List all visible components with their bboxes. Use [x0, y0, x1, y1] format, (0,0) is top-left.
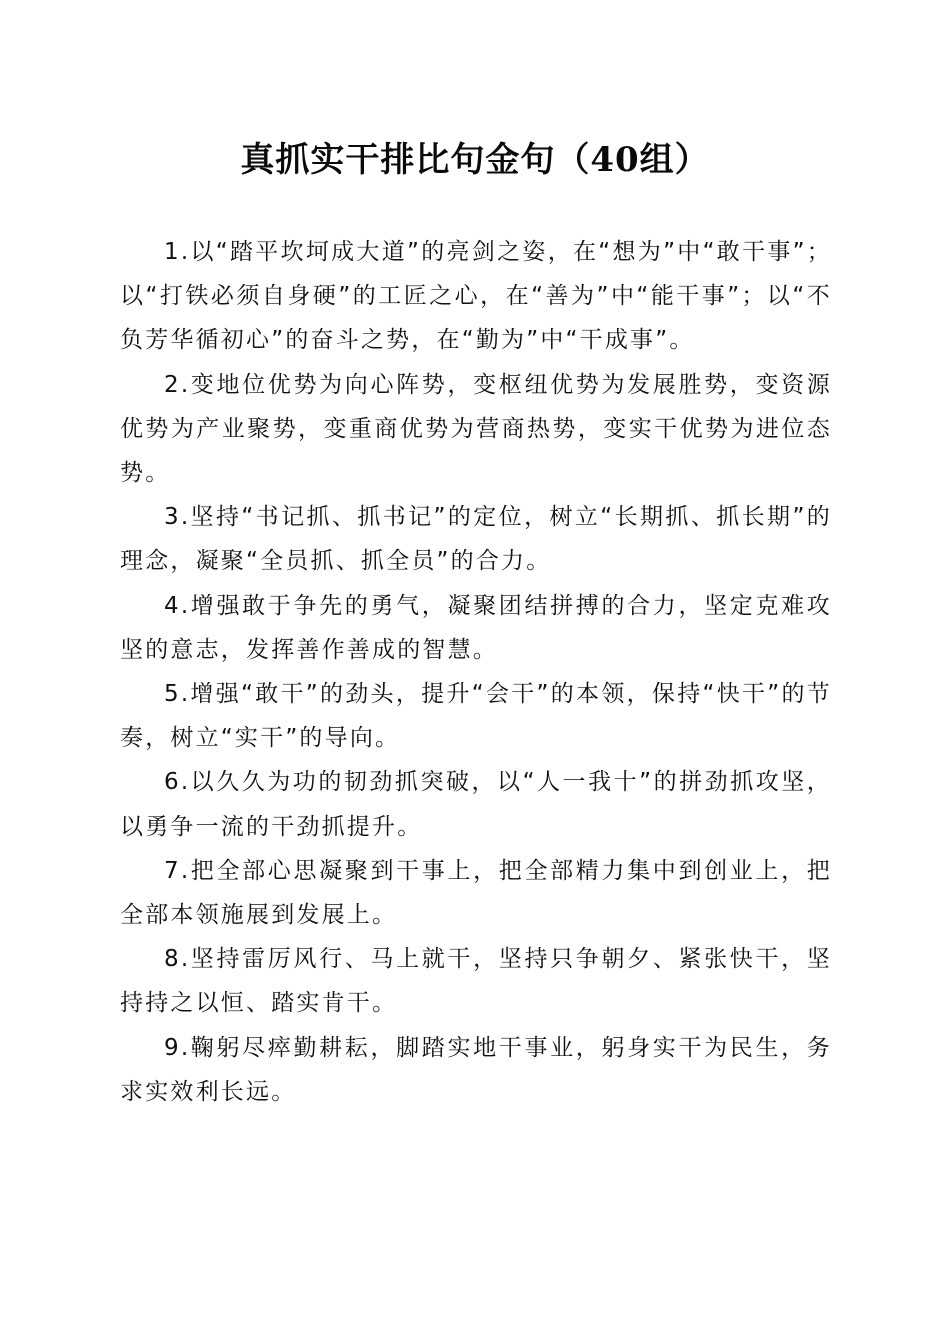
paragraph-9: 9.鞠躬尽瘁勤耕耘，脚踏实地干事业，躬身实干为民生，务求实效利长远。 — [120, 1034, 832, 1105]
document-body — [120, 230, 832, 1114]
paragraph-1: 1.以“踏平坎坷成大道”的亮剑之姿，在“想为”中“敢干事”；以“打铁必须自身硬”的工匠之心，在“善为”中“能干事”；以“不负芳华循初心”的奋斗之势，在“勤为”中“干成事”。 — [120, 239, 832, 354]
paragraph-2: 2.变地位优势为向心阵势，变枢纽优势为发展胜势，变资源优势为产业聚势，变重商优势为营商热势，变实干优势为进位态势。 — [120, 371, 832, 487]
document-title: 真抓实干排比句金句（40组） — [240, 140, 710, 180]
paragraph-7: 7.把全部心思凝聚到干事上，把全部精力集中到创业上，把全部本领施展到发展上。 — [120, 857, 832, 929]
paragraph-5: 5.增强“敢干”的劲头，提升“会干”的本领，保持“快干”的节奏，树立“实干”的导向。 — [120, 681, 832, 752]
paragraph-3: 3.坚持“书记抓、抓书记”的定位，树立“长期抓、抓长期”的理念，凝聚“全员抓、抓全员”的合力。 — [120, 504, 832, 575]
paragraph-6: 6.以久久为功的韧劲抓突破，以“人一我十”的拼劲抓攻坚，以勇争一流的干劲抓提升。 — [120, 769, 832, 840]
paragraph-4: 4.增强敢于争先的勇气，凝聚团结拼搏的合力，坚定克难攻坚的意志，发挥善作善成的智慧。 — [120, 592, 832, 663]
paragraph-8: 8.坚持雷厉风行、马上就干，坚持只争朝夕、紧张快干，坚持持之以恒、踏实肯干。 — [120, 946, 832, 1017]
